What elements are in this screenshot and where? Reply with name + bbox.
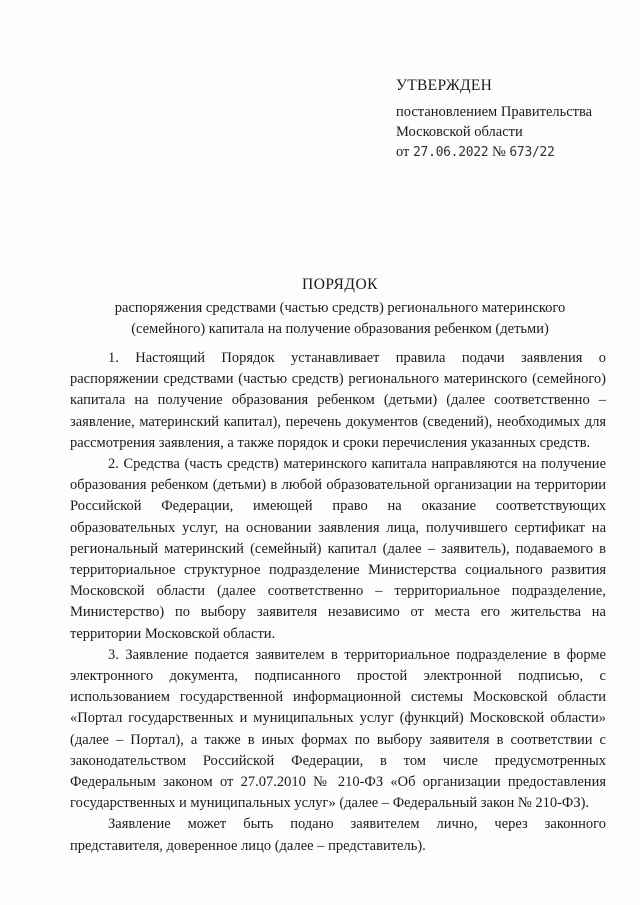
approval-line-2: Московской области: [396, 124, 523, 140]
paragraph-3: 3. Заявление подается заявителем в территориальное подразделение в форме электронного документа, подписанного простой электронной подписью, с использованием государственной информационной системы Московской области «Портал государственных и муниципальных услуг (функций) Московской области» (далее – Портал), а также в иных формах по выбору заявителя в соответствии с законодательством Российской Федерации, в том числе предусмотренных Федеральным законом от 27.07.2010 № 210-ФЗ «Об организации предоставления государственных и муниципальных услуг» (далее – Федеральный закон № 210-ФЗ).: [70, 646, 606, 812]
approval-prefix: от: [396, 144, 410, 160]
approval-line-1: постановлением Правительства: [396, 104, 593, 120]
document-subtitle: распоряжения средствами (частью средств) регионального материнского (семейного) капитала на получение образования ребенком (детьми): [114, 300, 566, 337]
document-title: ПОРЯДОК: [302, 276, 378, 293]
approval-number-sign: №: [491, 144, 506, 160]
approval-date-line: [396, 142, 626, 163]
approval-number: 673/22: [509, 145, 555, 160]
paragraph-4: Заявление может быть подано заявителем лично, через законного представителя, доверенное лицо (далее – представитель).: [70, 816, 606, 854]
paragraph-1: 1. Настоящий Порядок устанавливает правила подачи заявления о распоряжении средствами (частью средств) регионального материнского (семейного) капитала на получение образования ребенком (детьми) (далее соответственно – заявление, материнский капитал), перечень документов (сведений), необходимых для рассмотрения заявления, а также порядок и сроки перечисления указанных средств.: [70, 350, 606, 451]
approval-title: УТВЕРЖДЕН: [396, 77, 493, 94]
document-heading: [60, 276, 620, 340]
approval-date: 27.06.2022: [413, 145, 489, 160]
approval-stamp: [396, 76, 626, 163]
document-body: [70, 348, 606, 857]
paragraph-2: 2. Средства (часть средств) материнского капитала направляются на получение образования ребенком (детьми) в любой образовательной организации на территории Российской Федерации, имеющей право на оказание соответствующих образовательных услуг, на основании заявления лица, получившего сертификат на региональный материнский (семейный) капитал (далее – заявитель), подаваемого в территориальное структурное подразделение Министерства социального развития Московской области (далее соответственно – территориальное подразделение, Министерство) по выбору заявителя независимо от места его жительства на территории Московской области.: [70, 456, 606, 642]
